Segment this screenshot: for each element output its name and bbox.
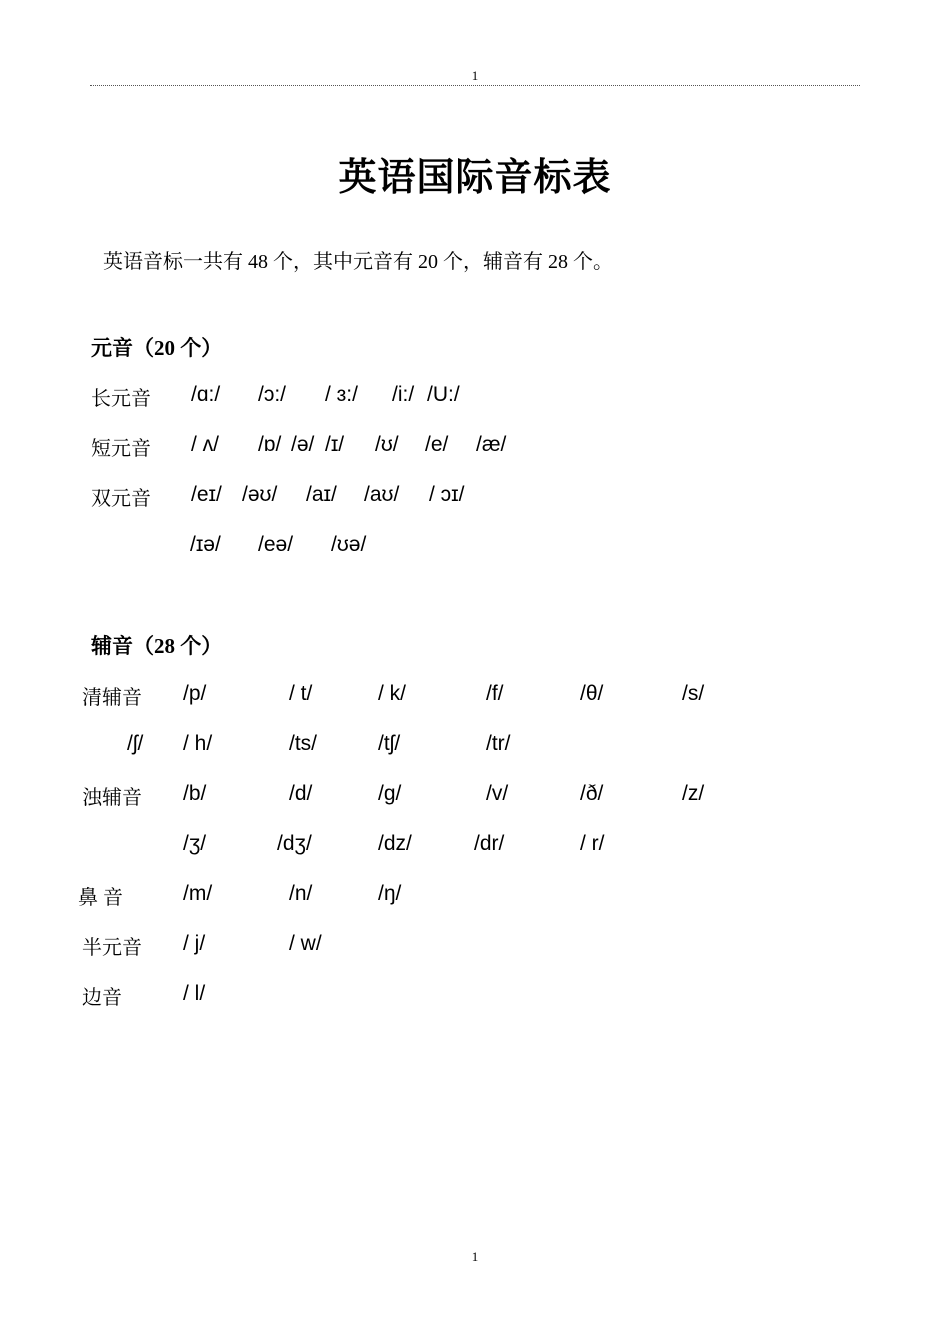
symbol: /i:/ [392,383,415,406]
nasal-label: 鼻 音 [78,887,123,909]
symbol: / t/ [289,682,313,705]
lateral-label: 边音 [82,987,122,1009]
symbol: /əʊ/ [242,483,278,506]
symbol: / ɔɪ/ [429,483,465,506]
symbol: / l/ [183,982,206,1005]
symbol: /b/ [183,782,207,805]
symbol: /aʊ/ [364,483,400,506]
symbol: /ʊə/ [331,533,367,556]
diphthongs-label: 双元音 [91,488,151,510]
symbol: /v/ [486,782,509,805]
symbol: /ɑ:/ [191,383,221,406]
consonants-heading: 辅音（28 个） [91,634,223,658]
symbol: /dʒ/ [277,832,312,855]
symbol: /tr/ [486,732,511,755]
symbol: /ð/ [580,782,604,805]
vowels-heading: 元音（20 个） [91,336,223,360]
symbol: /ʊ/ [375,433,399,456]
symbol: /dr/ [474,832,505,855]
symbol: /U:/ [427,383,460,406]
intro-text: 英语音标一共有 48 个，其中元音有 20 个，辅音有 28 个。 [103,251,613,273]
symbol: / r/ [580,832,605,855]
symbol: /dz/ [378,832,412,855]
symbol: /æ/ [476,433,507,456]
symbol: /m/ [183,882,213,905]
symbol: /ɪə/ [190,533,221,556]
footer-page-number: 1 [471,1249,479,1264]
voiced-label: 浊辅音 [82,787,142,809]
symbol: /f/ [486,682,504,705]
header-divider [90,85,860,86]
symbol: /p/ [183,682,207,705]
symbol: /aɪ/ [306,483,337,506]
symbol: /ʃ/ [127,732,144,755]
page-title: 英语国际音标表 [338,155,612,199]
symbol: / w/ [289,932,322,955]
symbol: /tʃ/ [378,732,401,755]
symbol: /d/ [289,782,313,805]
symbol: /n/ [289,882,313,905]
symbol: / k/ [378,682,407,705]
symbol: /θ/ [580,682,604,705]
symbol: /ɪ/ [325,433,345,456]
symbol: /s/ [682,682,705,705]
symbol: / h/ [183,732,213,755]
symbol: /ts/ [289,732,318,755]
symbol: /e/ [425,433,449,456]
semivowel-label: 半元音 [82,937,142,959]
symbol: /eɪ/ [191,483,222,506]
header-page-number: 1 [471,68,479,83]
symbol: /ŋ/ [378,882,402,905]
symbol: /eə/ [258,533,294,556]
symbol: /ʒ/ [183,832,207,855]
symbol: / j/ [183,932,206,955]
symbol: / ʌ/ [191,433,220,456]
long-vowels-label: 长元音 [91,388,151,410]
symbol: /ɒ/ [258,433,282,456]
symbol: /g/ [378,782,402,805]
short-vowels-label: 短元音 [91,438,151,460]
symbol: /ɔ:/ [258,383,287,406]
symbol: / ɜ:/ [325,383,358,406]
voiceless-label: 清辅音 [82,687,142,709]
symbol: /ə/ [291,433,315,456]
symbol: /z/ [682,782,705,805]
